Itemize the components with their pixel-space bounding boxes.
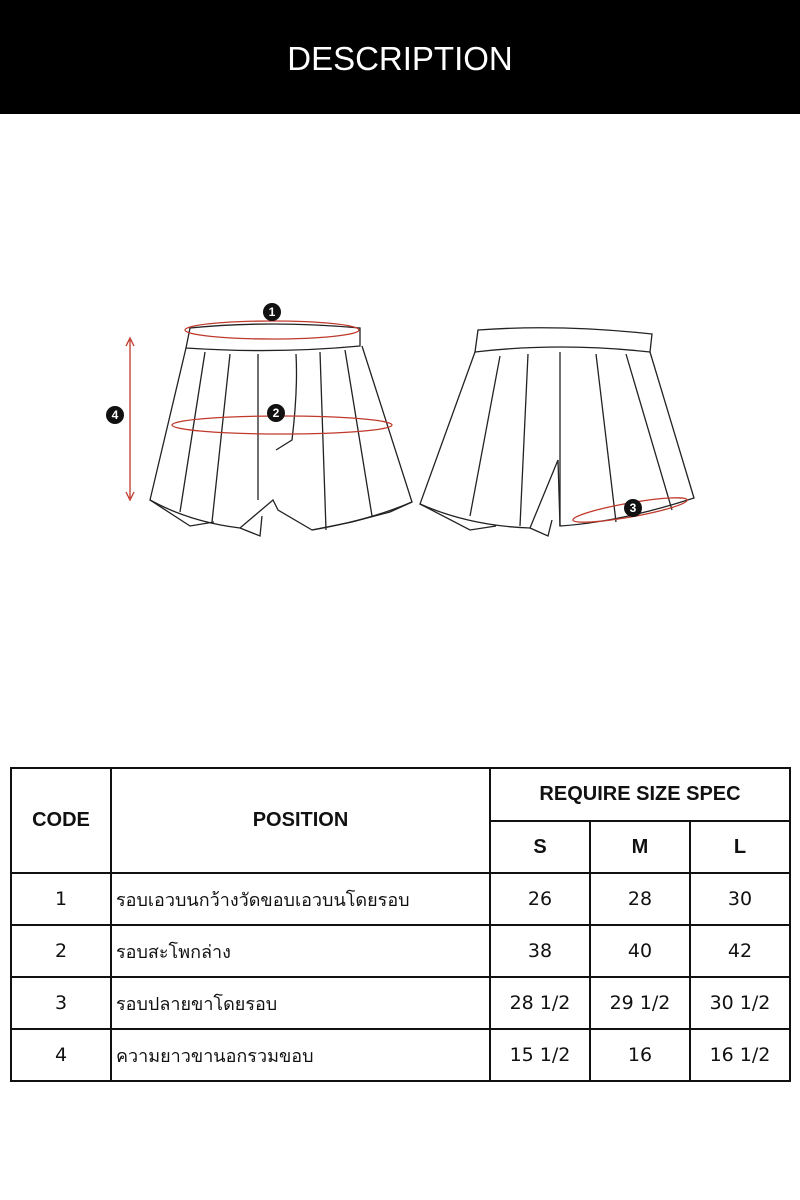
row-position: รอบเอวบนกว้างวัดขอบเอวบนโดยรอบ <box>111 873 490 925</box>
marker-3 <box>624 499 642 517</box>
row-position: ความยาวขานอกรวมขอบ <box>111 1029 490 1081</box>
row-value-m: 28 <box>590 873 690 925</box>
size-s-header: S <box>490 821 590 873</box>
row-value-s: 15 1/2 <box>490 1029 590 1081</box>
row-value-s: 38 <box>490 925 590 977</box>
row-code: 3 <box>11 977 111 1029</box>
row-code: 2 <box>11 925 111 977</box>
size-m-header: M <box>590 821 690 873</box>
measure-markers <box>106 303 642 517</box>
page-title: DESCRIPTION <box>287 40 513 77</box>
row-value-m: 40 <box>590 925 690 977</box>
header-bar <box>0 0 800 114</box>
marker-1 <box>263 303 281 321</box>
front-view <box>150 324 694 536</box>
row-code: 1 <box>11 873 111 925</box>
marker-2 <box>267 404 285 422</box>
shorts-illustration <box>0 290 800 550</box>
table-row <box>11 873 790 925</box>
row-value-l: 16 1/2 <box>690 1029 790 1081</box>
size-spec-table <box>10 767 791 1082</box>
table-row <box>11 925 790 977</box>
row-position: รอบปลายขาโดยรอบ <box>111 977 490 1029</box>
shorts-diagram <box>0 290 800 550</box>
marker-4 <box>106 406 124 424</box>
svg-text:3: 3 <box>629 501 637 515</box>
row-position: รอบสะโพกล่าง <box>111 925 490 977</box>
table-row <box>11 1029 790 1081</box>
row-value-s: 26 <box>490 873 590 925</box>
svg-text:4: 4 <box>111 408 119 422</box>
row-value-l: 30 <box>690 873 790 925</box>
position-header: POSITION <box>111 768 490 873</box>
row-value-m: 29 1/2 <box>590 977 690 1029</box>
size-l-header: L <box>690 821 790 873</box>
table-row <box>11 977 790 1029</box>
row-value-l: 42 <box>690 925 790 977</box>
row-value-m: 16 <box>590 1029 690 1081</box>
svg-text:2: 2 <box>272 406 280 420</box>
row-code: 4 <box>11 1029 111 1081</box>
code-header: CODE <box>11 768 111 873</box>
row-value-s: 28 1/2 <box>490 977 590 1029</box>
require-size-spec-header: REQUIRE SIZE SPEC <box>490 768 790 821</box>
row-value-l: 30 1/2 <box>690 977 790 1029</box>
svg-text:1: 1 <box>268 305 276 319</box>
